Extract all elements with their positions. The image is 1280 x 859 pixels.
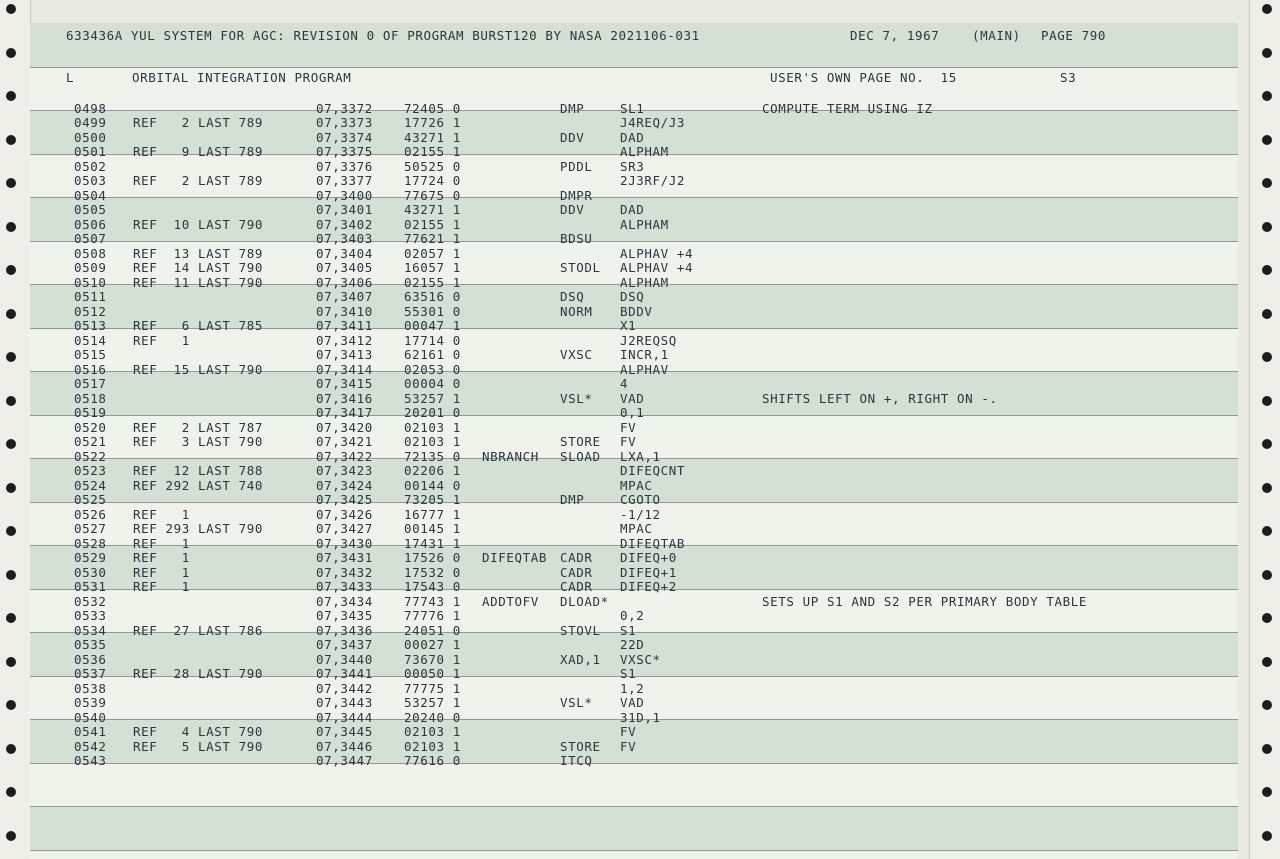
row-ref-note: REF 3 LAST 790 xyxy=(133,434,264,449)
row-opcode: VSL* xyxy=(560,695,593,710)
row-operand: ALPHAM xyxy=(620,144,669,159)
row-octal-code: 77675 0 xyxy=(404,187,461,203)
row-operand: 1,2 xyxy=(620,680,645,696)
tractor-hole xyxy=(1262,309,1272,319)
row-operand: S1 xyxy=(620,666,637,681)
row-operand: ALPHAV xyxy=(620,361,669,377)
row-octal-code: 17724 0 xyxy=(404,173,461,188)
row-address: 07,3440 xyxy=(316,651,373,667)
user-page-number: USER'S OWN PAGE NO. 15 xyxy=(770,70,957,85)
tractor-hole xyxy=(1262,91,1272,101)
row-ref-note: REF 12 LAST 788 xyxy=(133,463,264,478)
row-opcode: SLOAD xyxy=(560,448,601,464)
row-ref-note: REF 1 xyxy=(133,564,190,580)
row-octal-code: 73670 1 xyxy=(404,651,461,667)
row-opcode: DMP xyxy=(560,492,585,507)
printout-page xyxy=(30,0,1238,859)
row-ref-note: REF 1 xyxy=(133,550,190,565)
row-line-number: 0508 xyxy=(74,245,107,261)
row-line-number: 0515 xyxy=(74,347,107,362)
row-operand: 2J3RF/J2 xyxy=(620,173,686,188)
row-line-number: 0542 xyxy=(74,738,107,754)
row-address: 07,3431 xyxy=(316,550,373,565)
row-operand: 0,2 xyxy=(620,608,645,623)
row-line-number: 0534 xyxy=(74,622,107,638)
row-ref-note: REF 1 xyxy=(133,535,190,551)
row-ref-note: REF 13 LAST 789 xyxy=(133,245,264,261)
row-address: 07,3374 xyxy=(316,129,373,145)
row-comment: COMPUTE TERM USING IZ xyxy=(762,100,933,116)
row-octal-code: 53257 1 xyxy=(404,695,461,710)
row-line-number: 0513 xyxy=(74,318,107,333)
row-octal-code: 72405 0 xyxy=(404,100,461,116)
tractor-hole xyxy=(1262,48,1272,58)
row-address: 07,3447 xyxy=(316,753,373,768)
row-comment: SETS UP S1 AND S2 PER PRIMARY BODY TABLE xyxy=(762,593,1088,609)
row-ref-note: REF 1 xyxy=(133,579,190,594)
row-operand: FV xyxy=(620,419,637,435)
row-address: 07,3372 xyxy=(316,100,373,116)
row-operand: VXSC* xyxy=(620,651,661,667)
row-line-number: 0520 xyxy=(74,419,107,435)
row-octal-code: 77775 1 xyxy=(404,680,461,696)
tractor-hole xyxy=(1262,483,1272,493)
row-opcode: DMPR xyxy=(560,187,593,203)
row-opcode: VXSC xyxy=(560,347,593,362)
row-address: 07,3405 xyxy=(316,260,373,275)
row-line-number: 0518 xyxy=(74,390,107,406)
row-ref-note: REF 292 LAST 740 xyxy=(133,477,264,493)
row-address: 07,3401 xyxy=(316,202,373,217)
row-address: 07,3423 xyxy=(316,463,373,478)
row-line-number: 0540 xyxy=(74,709,107,725)
row-address: 07,3414 xyxy=(316,361,373,377)
row-ref-note: REF 11 LAST 790 xyxy=(133,274,264,290)
row-opcode: ITCQ xyxy=(560,753,593,768)
row-line-number: 0517 xyxy=(74,376,107,391)
tractor-hole xyxy=(1262,744,1272,754)
row-line-number: 0543 xyxy=(74,753,107,768)
row-line-number: 0541 xyxy=(74,724,107,739)
row-octal-code: 50525 0 xyxy=(404,158,461,174)
row-ref-note: REF 15 LAST 790 xyxy=(133,361,264,377)
row-octal-code: 77621 1 xyxy=(404,231,461,246)
row-octal-code: 17431 1 xyxy=(404,535,461,551)
row-address: 07,3433 xyxy=(316,579,373,594)
row-operand: ALPHAM xyxy=(620,274,669,290)
row-address: 07,3436 xyxy=(316,622,373,638)
row-opcode: XAD,1 xyxy=(560,651,601,667)
row-operand: X1 xyxy=(620,318,637,333)
row-operand: ALPHAV +4 xyxy=(620,260,694,275)
row-address: 07,3376 xyxy=(316,158,373,174)
row-operand: DIFEQCNT xyxy=(620,463,686,478)
row-line-number: 0537 xyxy=(74,666,107,681)
row-line-number: 0523 xyxy=(74,463,107,478)
tractor-hole xyxy=(6,265,16,275)
band-rule xyxy=(30,850,1238,851)
tractor-hole xyxy=(1262,4,1272,14)
tractor-hole xyxy=(6,613,16,623)
tractor-hole xyxy=(6,4,16,14)
row-address: 07,3404 xyxy=(316,245,373,261)
header-page-number: PAGE 790 xyxy=(1041,28,1107,43)
row-opcode: DSQ xyxy=(560,289,585,304)
row-octal-code: 77616 0 xyxy=(404,753,461,768)
row-address: 07,3410 xyxy=(316,303,373,319)
tractor-hole xyxy=(6,657,16,667)
tractor-hole xyxy=(1262,787,1272,797)
row-operand: MPAC xyxy=(620,521,653,536)
row-ref-note: REF 10 LAST 790 xyxy=(133,216,264,232)
row-operand: MPAC xyxy=(620,477,653,493)
row-address: 07,3400 xyxy=(316,187,373,203)
row-octal-code: 73205 1 xyxy=(404,492,461,507)
row-address: 07,3441 xyxy=(316,666,373,681)
tractor-hole xyxy=(6,135,16,145)
row-address: 07,3407 xyxy=(316,289,373,304)
row-ref-note: REF 2 LAST 789 xyxy=(133,115,264,130)
row-operand: J2REQSQ xyxy=(620,332,677,348)
row-line-number: 0527 xyxy=(74,521,107,536)
row-address: 07,3432 xyxy=(316,564,373,580)
row-line-number: 0514 xyxy=(74,332,107,348)
row-octal-code: 00145 1 xyxy=(404,521,461,536)
row-line-number: 0526 xyxy=(74,506,107,522)
row-address: 07,3417 xyxy=(316,405,373,420)
row-octal-code: 53257 1 xyxy=(404,390,461,406)
row-address: 07,3437 xyxy=(316,637,373,652)
row-line-number: 0533 xyxy=(74,608,107,623)
tractor-hole xyxy=(1262,657,1272,667)
row-opcode: STODL xyxy=(560,260,601,275)
row-address: 07,3422 xyxy=(316,448,373,464)
row-ref-note: REF 9 LAST 789 xyxy=(133,144,264,159)
band-rule xyxy=(30,197,1238,198)
tractor-hole xyxy=(6,439,16,449)
row-octal-code: 17726 1 xyxy=(404,115,461,130)
row-octal-code: 02155 1 xyxy=(404,144,461,159)
row-opcode: NORM xyxy=(560,303,593,319)
row-address: 07,3413 xyxy=(316,347,373,362)
row-octal-code: 17714 0 xyxy=(404,332,461,348)
row-ref-note: REF 2 LAST 789 xyxy=(133,173,264,188)
header-date: DEC 7, 1967 xyxy=(850,28,940,43)
row-address: 07,3411 xyxy=(316,318,373,333)
band-rule xyxy=(30,241,1238,242)
row-operand: ALPHAM xyxy=(620,216,669,232)
tractor-hole xyxy=(6,396,16,406)
row-line-number: 0525 xyxy=(74,492,107,507)
row-operand: FV xyxy=(620,738,637,754)
row-ref-note: REF 27 LAST 786 xyxy=(133,622,264,638)
paper-band xyxy=(30,850,1238,859)
row-line-number: 0506 xyxy=(74,216,107,232)
row-octal-code: 00047 1 xyxy=(404,318,461,333)
tractor-hole xyxy=(1262,396,1272,406)
row-operand: DAD xyxy=(620,129,645,145)
row-address: 07,3446 xyxy=(316,738,373,754)
row-address: 07,3443 xyxy=(316,695,373,710)
row-octal-code: 00004 0 xyxy=(404,376,461,391)
row-octal-code: 72135 0 xyxy=(404,448,461,464)
row-address: 07,3377 xyxy=(316,173,373,188)
row-address: 07,3421 xyxy=(316,434,373,449)
row-line-number: 0500 xyxy=(74,129,107,145)
row-ref-note: REF 14 LAST 790 xyxy=(133,260,264,275)
row-ref-note: REF 28 LAST 790 xyxy=(133,666,264,681)
row-address: 07,3425 xyxy=(316,492,373,507)
row-operand: 0,1 xyxy=(620,405,645,420)
row-operand: ALPHAV +4 xyxy=(620,245,694,261)
row-opcode: STORE xyxy=(560,738,601,754)
tractor-hole xyxy=(6,483,16,493)
row-octal-code: 02155 1 xyxy=(404,274,461,290)
row-line-number: 0504 xyxy=(74,187,107,203)
row-ref-note: REF 6 LAST 785 xyxy=(133,318,264,333)
row-operand: 4 xyxy=(620,376,629,391)
band-rule xyxy=(30,806,1238,807)
row-octal-code: 24051 0 xyxy=(404,622,461,638)
row-address: 07,3424 xyxy=(316,477,373,493)
row-line-number: 0510 xyxy=(74,274,107,290)
row-line-number: 0524 xyxy=(74,477,107,493)
row-line-number: 0530 xyxy=(74,564,107,580)
row-address: 07,3420 xyxy=(316,419,373,435)
tractor-hole xyxy=(6,526,16,536)
row-line-number: 0499 xyxy=(74,115,107,130)
row-opcode: DMP xyxy=(560,100,585,116)
row-octal-code: 02053 0 xyxy=(404,361,461,377)
tractor-hole xyxy=(1262,439,1272,449)
row-operand: DSQ xyxy=(620,289,645,304)
section-marker: L xyxy=(66,70,75,85)
row-opcode: STOVL xyxy=(560,622,601,638)
row-line-number: 0539 xyxy=(74,695,107,710)
row-opcode: CADR xyxy=(560,564,593,580)
row-address: 07,3427 xyxy=(316,521,373,536)
row-address: 07,3442 xyxy=(316,680,373,696)
row-address: 07,3373 xyxy=(316,115,373,130)
row-octal-code: 62161 0 xyxy=(404,347,461,362)
row-opcode: DDV xyxy=(560,202,585,217)
row-line-number: 0501 xyxy=(74,144,107,159)
row-line-number: 0538 xyxy=(74,680,107,696)
row-octal-code: 02206 1 xyxy=(404,463,461,478)
row-opcode: DDV xyxy=(560,129,585,145)
tractor-hole xyxy=(1262,570,1272,580)
tractor-hole xyxy=(1262,222,1272,232)
row-operand: CGOTO xyxy=(620,492,661,507)
row-address: 07,3444 xyxy=(316,709,373,725)
row-address: 07,3435 xyxy=(316,608,373,623)
right-tractor-margin xyxy=(1249,0,1280,859)
row-label: DIFEQTAB xyxy=(482,550,548,565)
row-opcode: CADR xyxy=(560,579,593,594)
row-address: 07,3445 xyxy=(316,724,373,739)
row-operand: SL1 xyxy=(620,100,645,116)
header-main-tag: (MAIN) xyxy=(972,28,1021,43)
row-operand: DIFEQ+0 xyxy=(620,550,677,565)
tractor-hole xyxy=(6,352,16,362)
row-address: 07,3412 xyxy=(316,332,373,348)
row-opcode: STORE xyxy=(560,434,601,449)
row-operand: BDDV xyxy=(620,303,653,319)
row-operand: FV xyxy=(620,724,637,739)
row-line-number: 0519 xyxy=(74,405,107,420)
band-rule xyxy=(30,67,1238,68)
row-address: 07,3430 xyxy=(316,535,373,551)
tractor-hole xyxy=(1262,526,1272,536)
row-address: 07,3406 xyxy=(316,274,373,290)
row-comment: SHIFTS LEFT ON +, RIGHT ON -. xyxy=(762,390,998,406)
row-octal-code: 02103 1 xyxy=(404,434,461,449)
row-operand: DIFEQ+2 xyxy=(620,579,677,594)
row-line-number: 0528 xyxy=(74,535,107,551)
row-ref-note: REF 1 xyxy=(133,332,190,348)
row-octal-code: 02057 1 xyxy=(404,245,461,261)
header-title: 633436A YUL SYSTEM FOR AGC: REVISION 0 OF PROGRAM BURST120 BY NASA 2021106-031 xyxy=(66,28,700,43)
row-address: 07,3426 xyxy=(316,506,373,522)
tractor-hole xyxy=(6,570,16,580)
paper-band xyxy=(30,806,1238,850)
row-line-number: 0535 xyxy=(74,637,107,652)
row-address: 07,3375 xyxy=(316,144,373,159)
row-octal-code: 17543 0 xyxy=(404,579,461,594)
row-octal-code: 02103 1 xyxy=(404,419,461,435)
row-label: NBRANCH xyxy=(482,448,539,464)
row-octal-code: 20240 0 xyxy=(404,709,461,725)
tractor-hole xyxy=(6,831,16,841)
tractor-hole xyxy=(1262,831,1272,841)
tractor-hole xyxy=(6,91,16,101)
row-operand: VAD xyxy=(620,695,645,710)
row-operand: 31D,1 xyxy=(620,709,661,725)
row-line-number: 0498 xyxy=(74,100,107,116)
row-opcode: VSL* xyxy=(560,390,593,406)
row-line-number: 0521 xyxy=(74,434,107,449)
row-operand: DAD xyxy=(620,202,645,217)
row-octal-code: 00027 1 xyxy=(404,637,461,652)
row-operand: DIFEQ+1 xyxy=(620,564,677,580)
row-octal-code: 02155 1 xyxy=(404,216,461,232)
tractor-hole xyxy=(6,48,16,58)
tractor-hole xyxy=(1262,352,1272,362)
row-octal-code: 02103 1 xyxy=(404,738,461,754)
row-line-number: 0529 xyxy=(74,550,107,565)
row-opcode: PDDL xyxy=(560,158,593,174)
tractor-hole xyxy=(1262,700,1272,710)
row-octal-code: 16057 1 xyxy=(404,260,461,275)
tractor-hole xyxy=(6,178,16,188)
row-address: 07,3415 xyxy=(316,376,373,391)
tractor-hole xyxy=(6,309,16,319)
row-ref-note: REF 4 LAST 790 xyxy=(133,724,264,739)
row-octal-code: 20201 0 xyxy=(404,405,461,420)
row-operand: 22D xyxy=(620,637,645,652)
row-octal-code: 43271 1 xyxy=(404,202,461,217)
row-opcode: CADR xyxy=(560,550,593,565)
row-octal-code: 17526 0 xyxy=(404,550,461,565)
row-octal-code: 17532 0 xyxy=(404,564,461,580)
band-rule xyxy=(30,763,1238,764)
row-line-number: 0531 xyxy=(74,579,107,594)
row-address: 07,3402 xyxy=(316,216,373,232)
row-opcode: BDSU xyxy=(560,231,593,246)
program-title: ORBITAL INTEGRATION PROGRAM xyxy=(132,70,352,85)
row-operand: SR3 xyxy=(620,158,645,174)
row-operand: S1 xyxy=(620,622,637,638)
left-tractor-margin xyxy=(0,0,31,859)
row-line-number: 0522 xyxy=(74,448,107,464)
row-opcode: DLOAD* xyxy=(560,593,609,609)
row-octal-code: 00144 0 xyxy=(404,477,461,493)
row-line-number: 0505 xyxy=(74,202,107,217)
row-line-number: 0509 xyxy=(74,260,107,275)
tractor-hole xyxy=(1262,265,1272,275)
row-octal-code: 43271 1 xyxy=(404,129,461,145)
row-address: 07,3403 xyxy=(316,231,373,246)
row-line-number: 0503 xyxy=(74,173,107,188)
tractor-hole xyxy=(1262,613,1272,623)
row-octal-code: 55301 0 xyxy=(404,303,461,319)
row-octal-code: 77776 1 xyxy=(404,608,461,623)
paper-band xyxy=(30,763,1238,807)
row-line-number: 0512 xyxy=(74,303,107,319)
row-ref-note: REF 2 LAST 787 xyxy=(133,419,264,435)
row-operand: FV xyxy=(620,434,637,449)
row-line-number: 0532 xyxy=(74,593,107,609)
row-line-number: 0507 xyxy=(74,231,107,246)
tractor-hole xyxy=(6,700,16,710)
row-octal-code: 77743 1 xyxy=(404,593,461,609)
row-operand: -1/12 xyxy=(620,506,661,522)
row-ref-note: REF 293 LAST 790 xyxy=(133,521,264,536)
tractor-hole xyxy=(1262,135,1272,145)
row-address: 07,3434 xyxy=(316,593,373,609)
row-operand: DIFEQTAB xyxy=(620,535,686,551)
row-octal-code: 00050 1 xyxy=(404,666,461,681)
row-ref-note: REF 1 xyxy=(133,506,190,522)
tractor-hole xyxy=(6,222,16,232)
row-line-number: 0516 xyxy=(74,361,107,377)
row-ref-note: REF 5 LAST 790 xyxy=(133,738,264,754)
row-octal-code: 63516 0 xyxy=(404,289,461,304)
row-operand: VAD xyxy=(620,390,645,406)
tractor-hole xyxy=(6,787,16,797)
row-operand: LXA,1 xyxy=(620,448,661,464)
tractor-hole xyxy=(1262,178,1272,188)
row-address: 07,3416 xyxy=(316,390,373,406)
sheet-code: S3 xyxy=(1060,70,1077,85)
row-label: ADDTOFV xyxy=(482,593,539,609)
row-octal-code: 16777 1 xyxy=(404,506,461,522)
row-operand: J4REQ/J3 xyxy=(620,115,686,130)
row-octal-code: 02103 1 xyxy=(404,724,461,739)
row-line-number: 0511 xyxy=(74,289,107,304)
tractor-hole xyxy=(6,744,16,754)
row-line-number: 0502 xyxy=(74,158,107,174)
row-line-number: 0536 xyxy=(74,651,107,667)
row-operand: INCR,1 xyxy=(620,347,669,362)
